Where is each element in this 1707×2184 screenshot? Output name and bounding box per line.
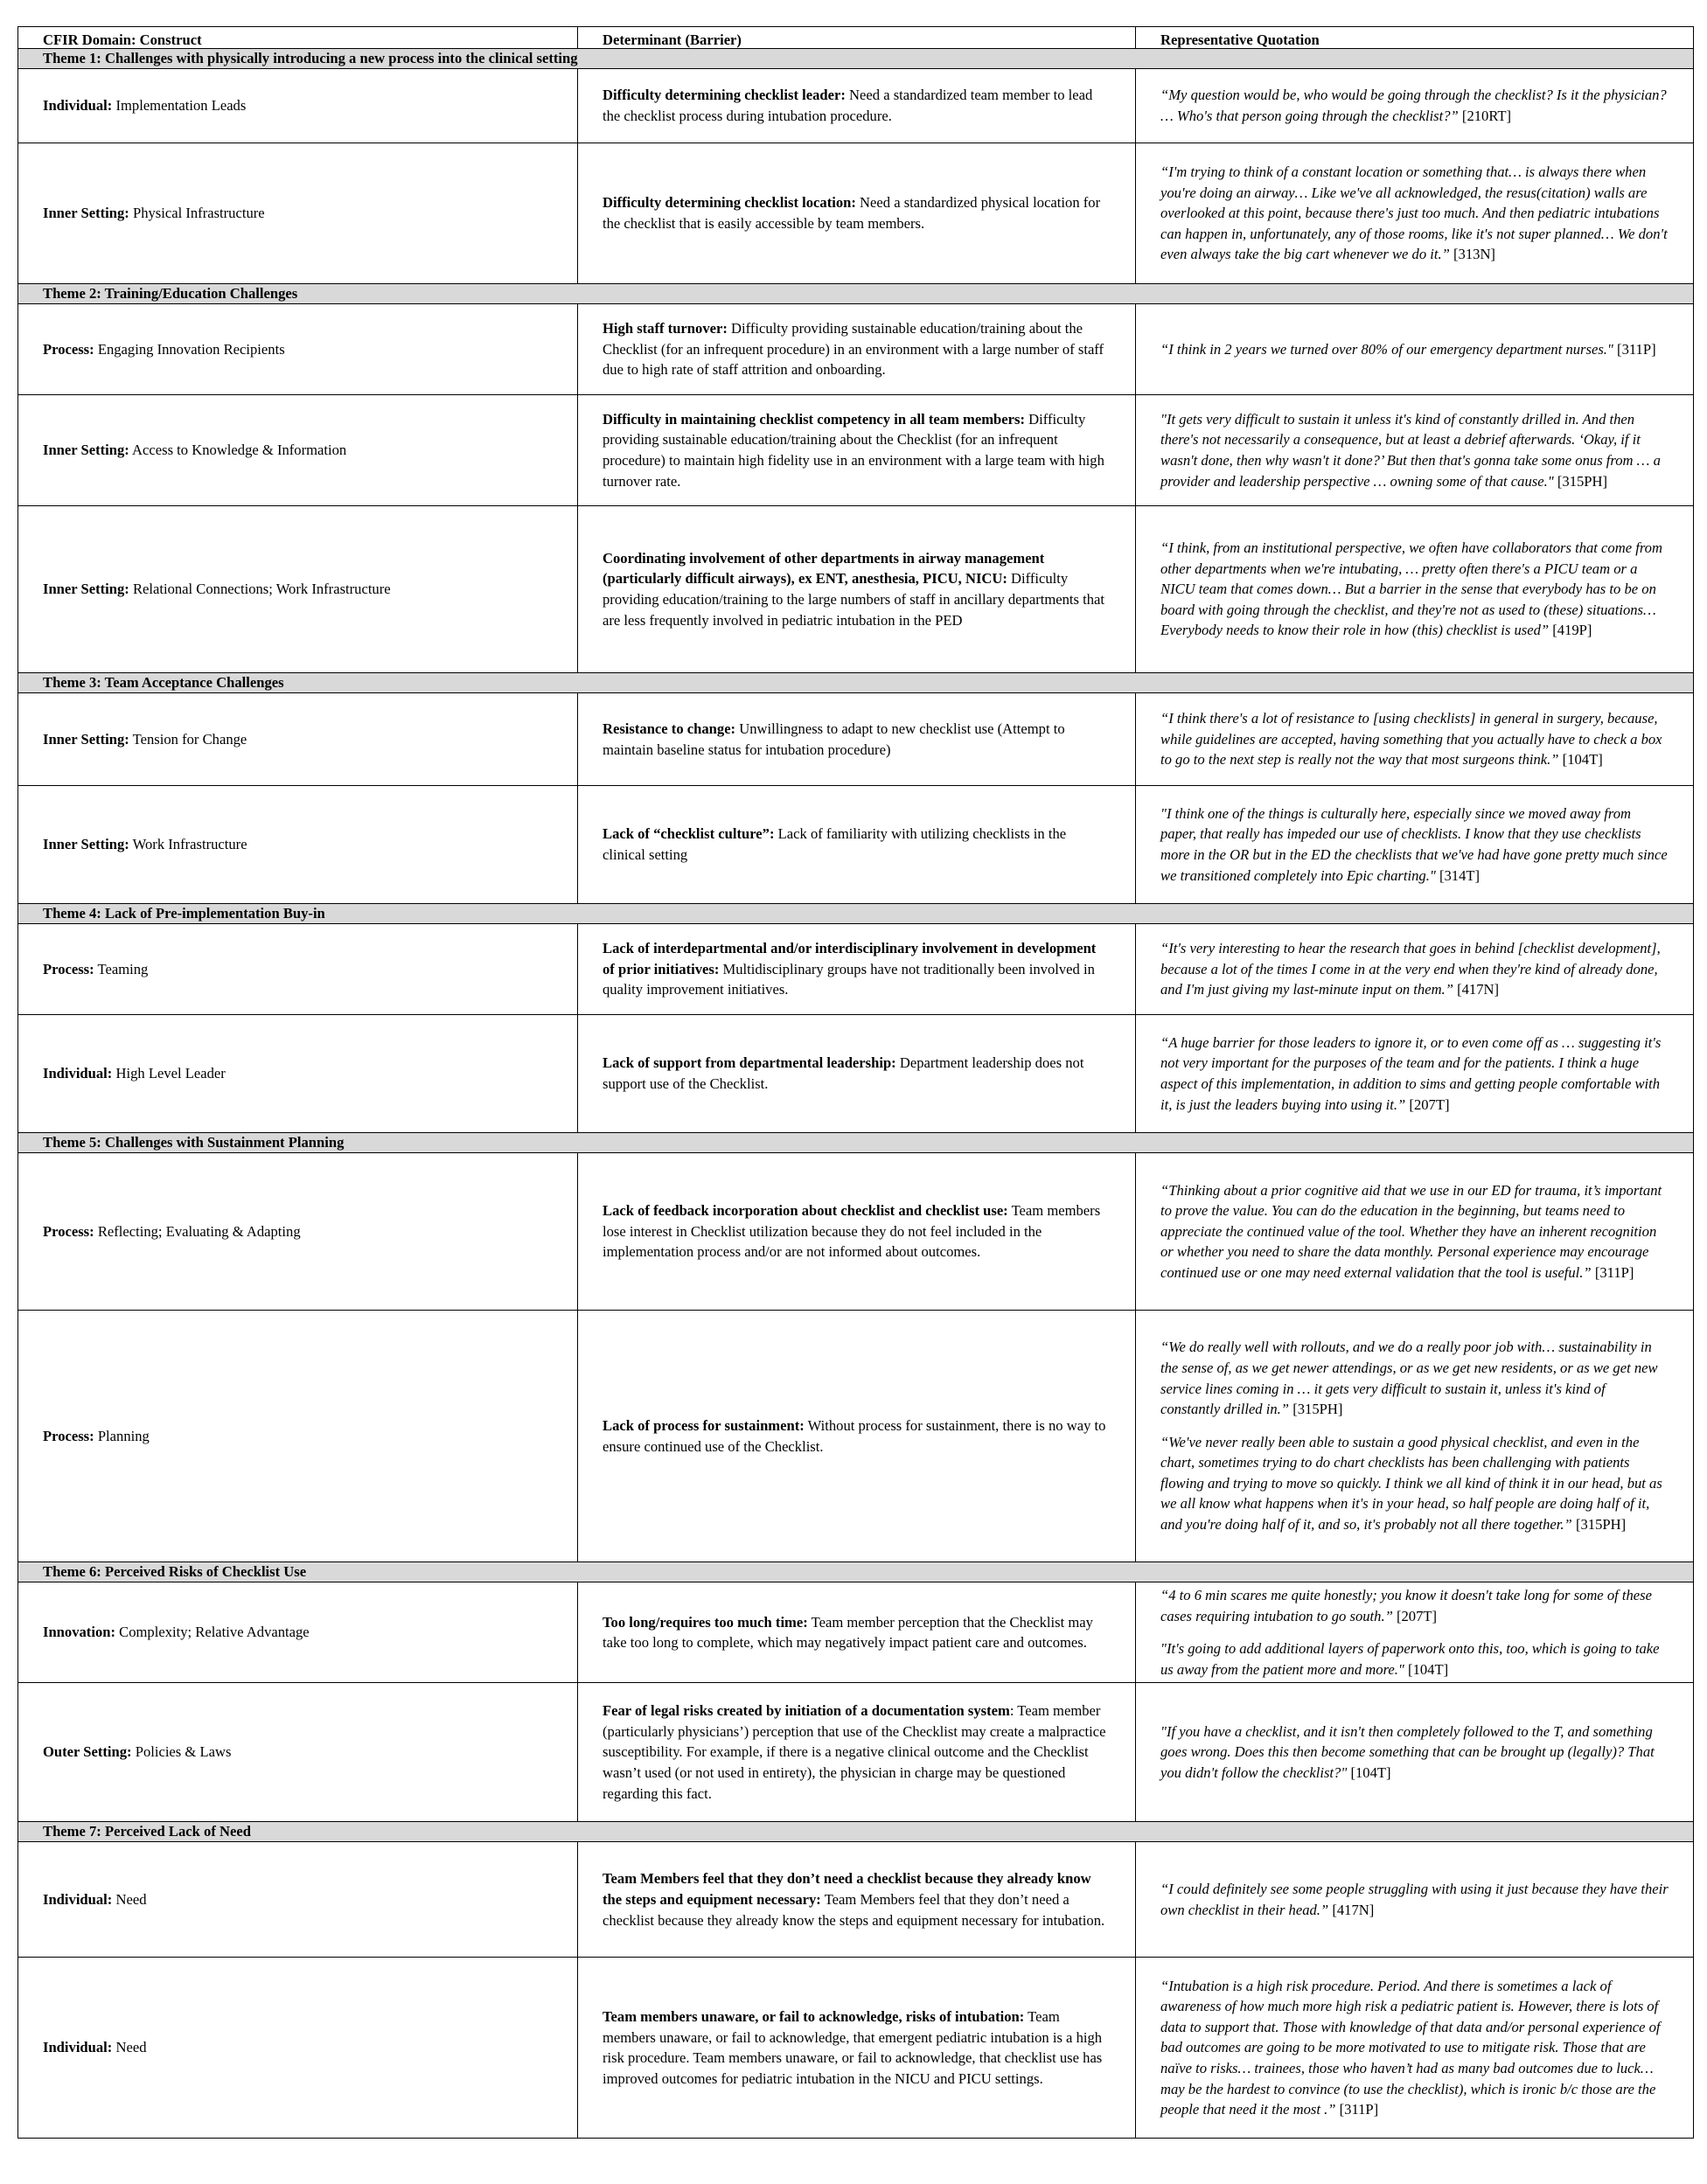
quotation-cell: [1136, 1153, 1694, 1311]
quotation-ref: [315PH]: [1289, 1401, 1343, 1418]
domain-construct-cell: [18, 786, 578, 904]
determinant-cell: [578, 304, 1136, 395]
quotation-paragraph: [1160, 803, 1669, 886]
quotation-cell: [1136, 395, 1694, 506]
quotation-paragraph: [1160, 1180, 1669, 1283]
theme-row: [18, 904, 1694, 924]
quotation-text: “I could definitely see some people struggling with using it just because they have their own checklist in their head.”: [1160, 1881, 1669, 1918]
quotation-paragraph: [1160, 1432, 1669, 1535]
domain-construct-cell: [18, 1015, 578, 1133]
quotation-cell: [1136, 1683, 1694, 1822]
construct-label: Work Infrastructure: [129, 836, 247, 853]
barrier-description: Department leadership does not support use of the Checklist.: [603, 1054, 1084, 1092]
domain-label: Inner Setting:: [43, 836, 129, 853]
construct-label: Planning: [94, 1427, 150, 1444]
barrier-title: Difficulty determining checklist location:: [603, 194, 856, 212]
domain-label: Individual:: [43, 1890, 113, 1908]
theme-row: [18, 284, 1694, 304]
domain-construct-cell: [18, 693, 578, 786]
theme-row: [18, 1133, 1694, 1153]
quotation-cell: [1136, 1582, 1694, 1683]
header-domain: CFIR Domain: Construct: [18, 27, 578, 49]
determinant-cell: [578, 693, 1136, 786]
quotation-ref: [207T]: [1392, 1607, 1438, 1624]
quotation-cell: [1136, 506, 1694, 673]
table-row: [18, 1683, 1694, 1822]
quotation-text: “We do really well with rollouts, and we do a really poor job with… sustainability in the sense of, as we get newer attendings, or as we get new residents, or as we get new service lines coming in … it gets very difficult to sustain it, unless it's kind of constantly drilled in.”: [1160, 1339, 1658, 1418]
quotation-text: “I'm trying to think of a constant location or something that… is always there when you're doing an airway… Like we've all acknowledged, the resus(citation) walls are overlooked at this point, because there's just too much. And then pediatric intubations can happen in, unfortunately, any of those rooms, like it's not super planned… We don't even always take the big cart whenever we do it.”: [1160, 163, 1668, 263]
quotation-paragraph: [1160, 708, 1669, 770]
determinant-cell: [578, 395, 1136, 506]
construct-label: Policies & Laws: [131, 1743, 232, 1761]
domain-label: Innovation:: [43, 1624, 115, 1641]
quotation-ref: [207T]: [1405, 1095, 1450, 1113]
barrier-title: Too long/requires too much time:: [603, 1613, 808, 1631]
quotation-cell: [1136, 693, 1694, 786]
table-row: [18, 1015, 1694, 1133]
table-row: [18, 1311, 1694, 1562]
quotation-paragraph: [1160, 938, 1669, 1000]
quotation-ref: [311P]: [1613, 340, 1656, 358]
quotation-text: “Intubation is a high risk procedure. Period. And there is sometimes a lack of awareness of how much more high risk a pediatric patient is. However, there is lots of data to support that. Those with knowledge of that data and/or personal experience of bad outcomes are going to be more motivated to use to mitigate risk. Those that are naïve to risks… trainees, those who haven’t had as many bad outcomes due to luck… may be the hardest to convince (to use the checklist), which is ironic b/c those are the people that need it the most .”: [1160, 1977, 1661, 2118]
barrier-title: Lack of “checklist culture”:: [603, 825, 775, 843]
quotation-text: "It gets very difficult to sustain it unless it's kind of constantly drilled in. And then there's not necessarily a consequence, but at least a debrief afterwards. ‘Okay, if it wasn't done, then why wasn't it done?’ But then that's gonna take some onus from … a provider and leadership perspective … owning some of that cause.": [1160, 410, 1661, 490]
quotation-text: “A huge barrier for those leaders to ignore it, or to even come off as … suggesting it's not very important for the purposes of the team and for the patients. I think a huge aspect of this implementation, in addition to sims and getting people comfortable with it, is just the leaders buying into using it.”: [1160, 1033, 1662, 1113]
domain-construct-cell: [18, 1153, 578, 1311]
quotation-cell: [1136, 1958, 1694, 2139]
table-row: [18, 1958, 1694, 2139]
theme-row: [18, 1562, 1694, 1582]
quotation-paragraph: [1160, 1337, 1669, 1419]
table-row: [18, 1153, 1694, 1311]
barrier-description: Difficulty providing sustainable education/training about the Checklist (for an infrequent procedure) in an environment with a large number of staff due to high rate of staff attrition and onboarding.: [603, 320, 1104, 379]
domain-label: Individual:: [43, 2039, 113, 2056]
construct-label: Access to Knowledge & Information: [129, 442, 347, 459]
barrier-title: Difficulty in maintaining checklist competency in all team members:: [603, 410, 1026, 428]
construct-label: Engaging Innovation Recipients: [94, 340, 285, 358]
quotation-cell: [1136, 69, 1694, 143]
header-row: [18, 27, 1694, 49]
domain-label: Process:: [43, 1427, 94, 1444]
quotation-paragraph: [1160, 85, 1669, 126]
domain-construct-cell: [18, 1582, 578, 1683]
construct-label: High Level Leader: [112, 1065, 226, 1082]
quotation-ref: [419P]: [1549, 622, 1592, 639]
quotation-paragraph: [1160, 1879, 1669, 1920]
barrier-title: Resistance to change:: [603, 720, 736, 737]
table-row: [18, 1842, 1694, 1958]
quotation-ref: [104T]: [1404, 1660, 1449, 1678]
construct-label: Implementation Leads: [112, 97, 247, 115]
barrier-description: Lack of familiarity with utilizing checklists in the clinical setting: [603, 825, 1067, 863]
header-determinant: Determinant (Barrier): [578, 27, 1136, 49]
barrier-title: Lack of interdepartmental and/or interdisciplinary involvement in development of prior initiatives:: [603, 940, 1097, 977]
barrier-description: Team members unaware, or fail to acknowledge, that emergent pediatric intubation is a high risk procedure. Team members unaware, or fail to acknowledge, that checklist use has improved outcomes for pediatric intubation in the NICU and PICU settings.: [603, 2008, 1103, 2087]
barrier-title: Fear of legal risks created by initiation of a documentation system: [603, 1702, 1010, 1720]
barrier-title: Coordinating involvement of other departments in airway management (particularly difficult airways), ex ENT, anesthesia, PICU, NICU:: [603, 549, 1045, 588]
header-quotation: Representative Quotation: [1136, 27, 1694, 49]
quotation-cell: [1136, 1311, 1694, 1562]
quotation-text: “I think there's a lot of resistance to [using checklists] in general in surgery, because, while guidelines are accepted, having something that you actually have to check a box to go to the next step is really not the way that most surgeons think.”: [1160, 710, 1662, 769]
domain-construct-cell: [18, 1958, 578, 2139]
quotation-ref: [104T]: [1347, 1764, 1391, 1782]
quotation-text: “Thinking about a prior cognitive aid that we use in our ED for trauma, it’s important to prove the value. You can do the education in the beginning, but teams need to appreciate the continued value of the tool. Whether they have an inherent recognition or whether you need to share the data monthly. Personal experience may encourage continued use or one may need external validation that the tool is useful.”: [1160, 1181, 1662, 1281]
quotation-cell: [1136, 924, 1694, 1015]
theme-row: [18, 49, 1694, 69]
quotation-paragraph: [1160, 409, 1669, 491]
quotation-text: “I think in 2 years we turned over 80% of our emergency department nurses.": [1160, 340, 1613, 358]
barrier-title: Team members unaware, or fail to acknowledge, risks of intubation:: [603, 2008, 1025, 2026]
construct-label: Need: [112, 1890, 147, 1908]
construct-label: Relational Connections; Work Infrastructure: [129, 581, 391, 598]
quotation-ref: [210RT]: [1458, 108, 1512, 124]
barrier-title: Team Members feel that they don’t need a checklist because they already know the steps and equipment necessary:: [603, 1870, 1091, 1908]
barrier-title: Lack of process for sustainment:: [603, 1416, 805, 1434]
domain-label: Inner Setting:: [43, 442, 129, 459]
barrier-description: Team members lose interest in Checklist utilization because they do not feel included in the implementation process and/or are not informed about outcomes.: [603, 1202, 1101, 1261]
barrier-table-container: [17, 26, 1693, 2139]
table-row: [18, 395, 1694, 506]
theme-title: Theme 6: Perceived Risks of Checklist Use: [18, 1562, 1694, 1582]
domain-construct-cell: [18, 506, 578, 673]
quotation-cell: [1136, 143, 1694, 284]
theme-title: Theme 1: Challenges with physically introducing a new process into the clinical setting: [18, 49, 1694, 69]
construct-label: Tension for Change: [129, 730, 247, 748]
construct-label: Teaming: [94, 960, 149, 977]
theme-title: Theme 7: Perceived Lack of Need: [18, 1822, 1694, 1842]
quotation-cell: [1136, 304, 1694, 395]
construct-label: Reflecting; Evaluating & Adapting: [94, 1222, 301, 1240]
quotation-text: “I think, from an institutional perspective, we often have collaborators that come from other departments when we're intubating, … pretty often there's a PICU team or a NICU team that comes down… But a barrier in the sense that everybody has to be on board with going through the checklist, and they're not as used to (these) situations… Everybody needs to know their role in how (this) checklist is used”: [1160, 539, 1662, 639]
barrier-description: Need a standardized physical location for the checklist that is easily accessible by team members.: [603, 194, 1101, 232]
table-row: [18, 924, 1694, 1015]
quotation-ref: [315PH]: [1553, 472, 1608, 490]
table-row: [18, 69, 1694, 143]
domain-construct-cell: [18, 1311, 578, 1562]
construct-label: Physical Infrastructure: [129, 205, 265, 222]
determinant-cell: [578, 924, 1136, 1015]
quotation-ref: [313N]: [1449, 246, 1495, 263]
domain-label: Individual:: [43, 97, 113, 115]
domain-label: Process:: [43, 1222, 94, 1240]
domain-label: Inner Setting:: [43, 730, 129, 748]
determinant-cell: [578, 143, 1136, 284]
determinant-cell: [578, 69, 1136, 143]
barrier-description: Need a standardized team member to lead the checklist process during intubation procedure.: [603, 87, 1093, 124]
quotation-cell: [1136, 786, 1694, 904]
domain-construct-cell: [18, 304, 578, 395]
construct-label: Need: [112, 2039, 147, 2056]
barrier-description: Difficulty providing education/training to the large numbers of staff in ancillary departments that are less frequently involved in pediatric intubation in the PED: [603, 570, 1105, 629]
table-row: [18, 693, 1694, 786]
domain-label: Inner Setting:: [43, 205, 129, 222]
quotation-ref: [417N]: [1453, 981, 1500, 998]
domain-construct-cell: [18, 395, 578, 506]
quotation-text: “We've never really been able to sustain a good physical checklist, and even in the chart, sometimes trying to do chart checklists has been challenging with patients flowing and trying to move so quickly. I think we all kind of think it in our head, but as we all know what happens when it's in your head, so half people are doing half of it, and you're doing half of it, and so, it's probably not all there together.”: [1160, 1433, 1662, 1533]
barrier-description: Team Members feel that they don’t need a checklist because they already know the steps and equipment necessary for intubation.: [603, 1890, 1105, 1929]
domain-construct-cell: [18, 69, 578, 143]
quotation-text: “My question would be, who would be going through the checklist? Is it the physician? … Who's that person going through the checklist?”: [1160, 87, 1667, 124]
theme-title: Theme 3: Team Acceptance Challenges: [18, 673, 1694, 693]
barrier-title: Difficulty determining checklist leader:: [603, 87, 846, 104]
quotation-text: "I think one of the things is culturally here, especially since we moved away from paper, that really has impeded our use of checklists. I know that they use checklists more in the OR but in the ED the checklists that we've had have gone pretty much since we transitioned completely into Epic charting.": [1160, 804, 1668, 884]
domain-construct-cell: [18, 1683, 578, 1822]
domain-label: Individual:: [43, 1065, 113, 1082]
table-row: [18, 1582, 1694, 1683]
quotation-paragraph: [1160, 1033, 1669, 1115]
domain-label: Inner Setting:: [43, 581, 129, 598]
theme-title: Theme 2: Training/Education Challenges: [18, 284, 1694, 304]
quotation-paragraph: [1160, 1585, 1669, 1626]
domain-construct-cell: [18, 1842, 578, 1958]
barrier-description: Unwillingness to adapt to new checklist use (Attempt to maintain baseline status for intubation procedure): [603, 720, 1065, 758]
quotation-ref: [314T]: [1435, 866, 1481, 884]
quotation-text: "If you have a checklist, and it isn't then completely followed to the T, and something goes wrong. Does this then become something that can be brought up (legally)? That you didn't follow the checklist?": [1160, 1722, 1655, 1782]
quotation-ref: [417N]: [1328, 1901, 1375, 1918]
quotation-paragraph: [1160, 339, 1669, 360]
barrier-title: High staff turnover:: [603, 320, 728, 337]
determinant-cell: [578, 786, 1136, 904]
barrier-title: Lack of support from departmental leadership:: [603, 1054, 896, 1072]
quotation-paragraph: [1160, 1976, 1669, 2120]
table-row: [18, 506, 1694, 673]
barrier-description: Without process for sustainment, there is no way to ensure continued use of the Checklist.: [603, 1416, 1106, 1455]
theme-title: Theme 5: Challenges with Sustainment Planning: [18, 1133, 1694, 1153]
theme-row: [18, 1822, 1694, 1842]
quotation-text: “4 to 6 min scares me quite honestly; you know it doesn't take long for some of these cases requiring intubation to go south.”: [1160, 1587, 1652, 1624]
barrier-description: Team member perception that the Checklist may take too long to complete, which may negatively impact patient care and outcomes.: [603, 1613, 1093, 1652]
quotation-paragraph: [1160, 1721, 1669, 1784]
quotation-text: "It's going to add additional layers of paperwork onto this, too, which is going to take us away from the patient more and more.": [1160, 1640, 1660, 1678]
quotation-paragraph: [1160, 538, 1669, 641]
determinant-cell: [578, 1582, 1136, 1683]
quotation-ref: [311P]: [1335, 2101, 1379, 2118]
domain-construct-cell: [18, 143, 578, 284]
table-row: [18, 304, 1694, 395]
barrier-title: Lack of feedback incorporation about checklist and checklist use:: [603, 1202, 1008, 1220]
domain-label: Process:: [43, 340, 94, 358]
quotation-cell: [1136, 1015, 1694, 1133]
table-row: [18, 786, 1694, 904]
table-body: [18, 49, 1694, 2139]
determinant-cell: [578, 1842, 1136, 1958]
determinant-cell: [578, 1015, 1136, 1133]
quotation-text: “It's very interesting to hear the research that goes in behind [checklist development], because a lot of the times I come in at the very end when they're kind of already done, and I'm just giving my last-minute input on them.”: [1160, 940, 1661, 998]
quotation-ref: [104T]: [1558, 751, 1603, 769]
barrier-description: Multidisciplinary groups have not traditionally been involved in quality improvement initiatives.: [603, 960, 1095, 998]
barrier-description: Difficulty providing sustainable education/training about the Checklist (for an infrequent procedure) to maintain high fidelity use in an environment with a large team with high turnover rate.: [603, 410, 1104, 490]
determinant-cell: [578, 1311, 1136, 1562]
determinant-cell: [578, 1958, 1136, 2139]
table-row: [18, 143, 1694, 284]
determinant-cell: [578, 1683, 1136, 1822]
determinant-cell: [578, 506, 1136, 673]
domain-construct-cell: [18, 924, 578, 1015]
theme-title: Theme 4: Lack of Pre-implementation Buy-in: [18, 904, 1694, 924]
quotation-ref: [315PH]: [1571, 1515, 1627, 1533]
domain-label: Process:: [43, 960, 94, 977]
construct-label: Complexity; Relative Advantage: [115, 1624, 310, 1641]
quotation-ref: [311P]: [1591, 1263, 1634, 1281]
quotation-paragraph: [1160, 162, 1669, 265]
cfir-barrier-table: [17, 26, 1694, 2139]
determinant-cell: [578, 1153, 1136, 1311]
quotation-cell: [1136, 1842, 1694, 1958]
quotation-paragraph: [1160, 1638, 1669, 1680]
domain-label: Outer Setting:: [43, 1743, 132, 1761]
barrier-description: : Team member (particularly physicians’) perception that use of the Checklist may create a malpractice susceptibility. For example, if there is a negative clinical outcome and the Checklist wasn’t used (or not used in entirety), the physician in charge may be questioned regarding this fact.: [603, 1702, 1106, 1802]
theme-row: [18, 673, 1694, 693]
